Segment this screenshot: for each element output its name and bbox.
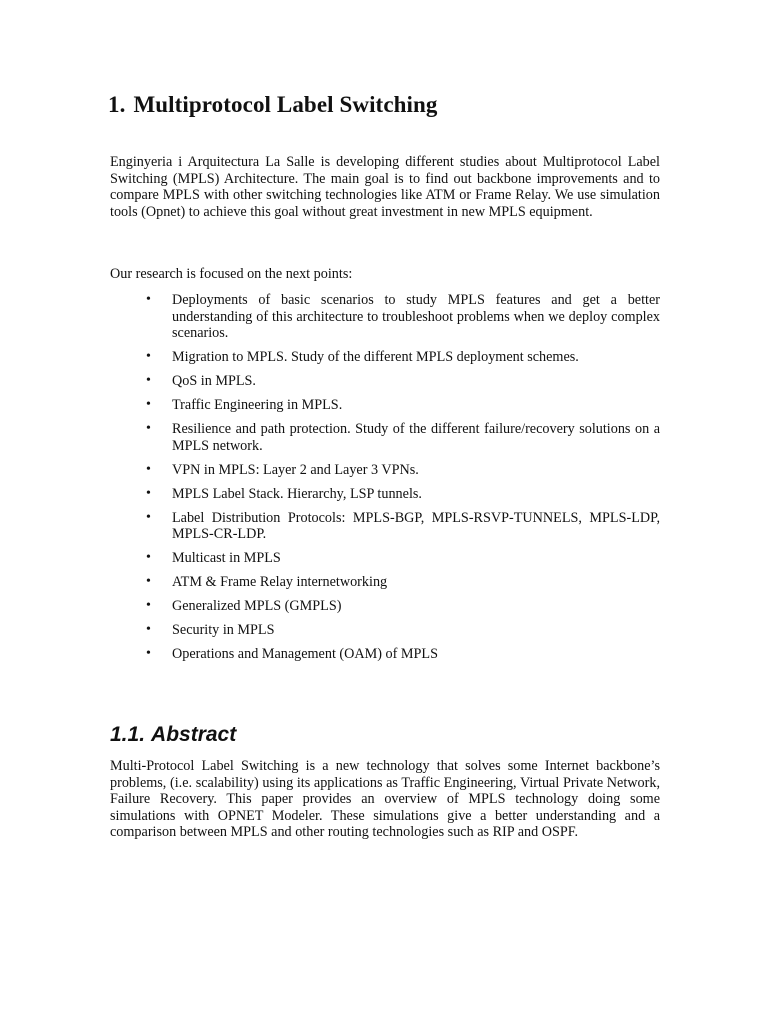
list-item: • Deployments of basic scenarios to study MPLS features and get a better understanding of this architecture to troubleshoot problems when we deploy complex scenarios.: [110, 292, 660, 342]
subsection-heading: [110, 723, 236, 747]
section-title: Multiprotocol Label Switching: [133, 92, 438, 117]
list-item: • Migration to MPLS. Study of the different MPLS deployment schemes.: [110, 349, 660, 366]
list-item: • Multicast in MPLS: [110, 550, 660, 567]
research-lead: Our research is focused on the next points:: [110, 266, 353, 282]
subsection-title: Abstract: [151, 723, 237, 746]
abstract-paragraph: Multi-Protocol Label Switching is a new technology that solves some Internet backbone’s problems, (i.e. scalability) using its applications as Traffic Engineering, Virtual Private Network, Failure Recovery. This paper provides an overview of MPLS technology doing some simulations with OPNET Modeler. These simulations give a better understanding and a comparison between MPLS and other routing technologies such as RIP and OSPF.: [110, 758, 660, 840]
research-points-list: [110, 292, 660, 670]
list-item: • MPLS Label Stack. Hierarchy, LSP tunnels.: [110, 486, 660, 503]
list-item: • QoS in MPLS.: [110, 373, 660, 390]
intro-paragraph: Enginyeria i Arquitectura La Salle is developing different studies about Multiprotocol Label Switching (MPLS) Architecture. The main goal is to find out backbone improvements and to compare MPLS with other switching technologies like ATM or Frame Relay. We use simulation tools (Opnet) to achieve this goal without great investment in new MPLS equipment.: [110, 154, 660, 220]
list-item: • Traffic Engineering in MPLS.: [110, 397, 660, 414]
list-item: • ATM & Frame Relay internetworking: [110, 574, 660, 591]
section-heading: [108, 92, 438, 118]
section-number: 1.: [108, 92, 126, 117]
list-item: • VPN in MPLS: Layer 2 and Layer 3 VPNs.: [110, 462, 660, 479]
subsection-number: 1.1.: [110, 723, 146, 746]
list-item: • Security in MPLS: [110, 622, 660, 639]
list-item: • Label Distribution Protocols: MPLS-BGP, MPLS-RSVP-TUNNELS, MPLS-LDP, MPLS-CR-LDP.: [110, 510, 660, 543]
list-item: • Generalized MPLS (GMPLS): [110, 598, 660, 615]
list-item: • Resilience and path protection. Study of the different failure/recovery solutions on a MPLS network.: [110, 421, 660, 454]
list-item: • Operations and Management (OAM) of MPLS: [110, 646, 660, 663]
